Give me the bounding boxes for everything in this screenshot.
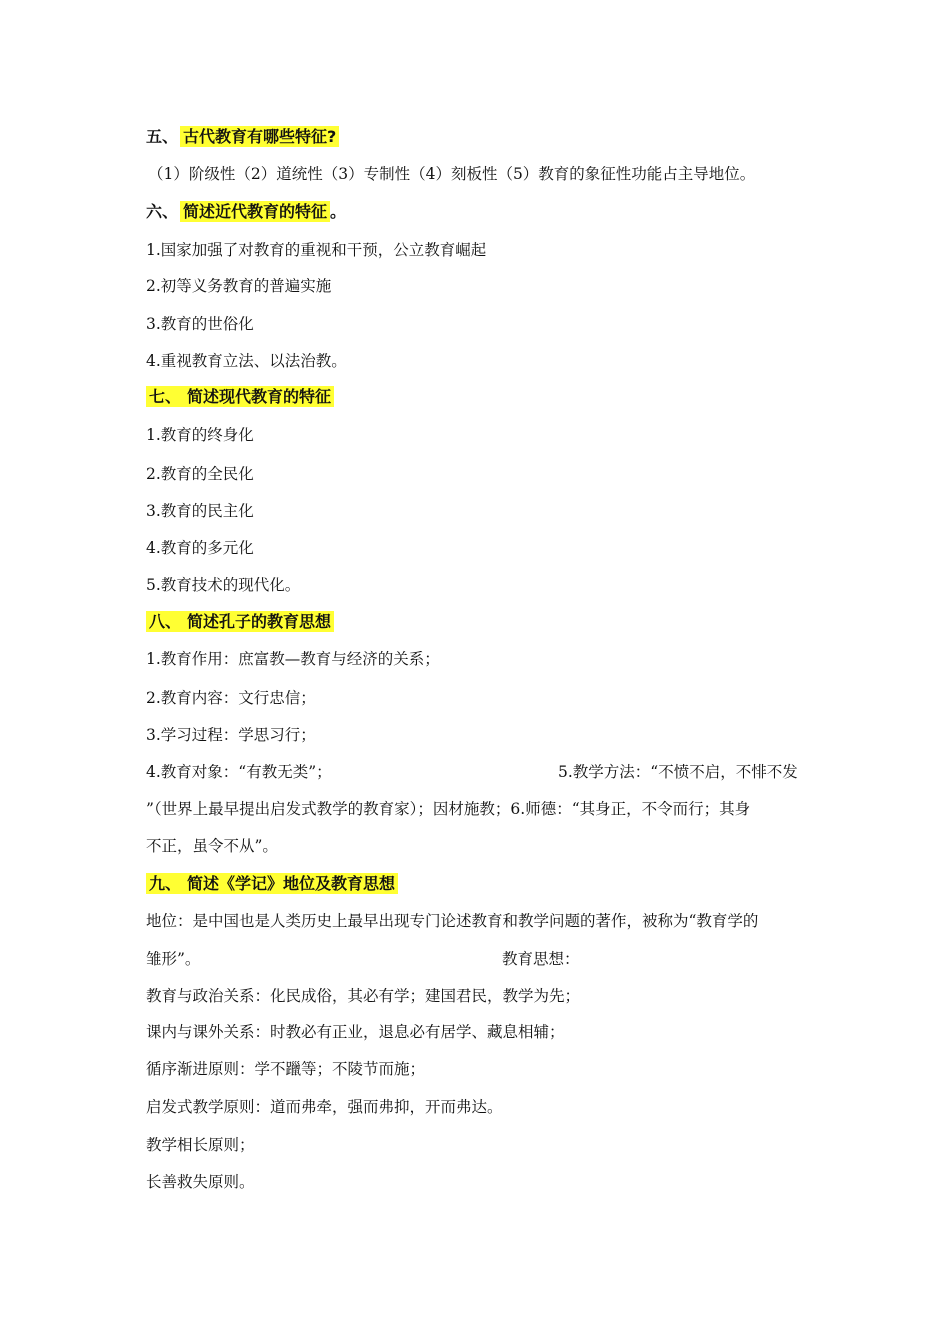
section-7-title: 简述现代教育的特征 — [184, 386, 334, 407]
section-6-title: 简述近代教育的特征 — [180, 201, 330, 222]
section-7-line-4: 4.教育的多元化 — [146, 539, 254, 557]
section-9-line-8: 长善救失原则。 — [146, 1173, 255, 1191]
section-9-line-2-right: 教育思想： — [502, 950, 580, 968]
section-7-number: 七、 — [146, 386, 184, 407]
section-9-number: 九、 — [146, 873, 184, 894]
section-8-line-1: 1.教育作用：庶富教—教育与经济的关系； — [146, 650, 440, 668]
section-9-line-4: 课内与课外关系：时教必有正业，退息必有居学、藏息相辅； — [146, 1023, 565, 1041]
section-9-line-3: 教育与政治关系：化民成俗，其必有学；建国君民，教学为先； — [146, 987, 581, 1005]
section-8-line-2: 2.教育内容：文行忠信； — [146, 689, 316, 707]
section-8-line-5: ”（世界上最早提出启发式教学的教育家）；因材施教；6.师德：“其身正，不令而行；其身 — [146, 800, 751, 818]
section-7-line-1: 1.教育的终身化 — [146, 426, 254, 444]
section-9-line-6: 启发式教学原则：道而弗牵，强而弗抑，开而弗达。 — [146, 1098, 503, 1116]
section-6-line-4: 4.重视教育立法、以法治教。 — [146, 352, 347, 370]
section-7-heading — [146, 386, 334, 408]
section-9-title: 简述《学记》地位及教育思想 — [184, 873, 398, 894]
section-8-number: 八、 — [146, 611, 184, 632]
section-9-line-2-left: 雏形”。 — [146, 950, 201, 968]
section-8-line-4-left: 4.教育对象：“有教无类”； — [146, 763, 332, 781]
section-6-trail: 。 — [330, 202, 347, 221]
section-5-title: 古代教育有哪些特征? — [180, 126, 339, 147]
section-8-line-3: 3.学习过程：学思习行； — [146, 726, 316, 744]
section-8-line-4-right: 5.教学方法：“不愤不启，不悱不发 — [558, 763, 798, 781]
section-8-heading — [146, 611, 334, 633]
section-6-heading — [146, 201, 346, 223]
section-9-line-7: 教学相长原则； — [146, 1136, 255, 1154]
section-6-line-1: 1.国家加强了对教育的重视和干预，公立教育崛起 — [146, 241, 487, 259]
section-8-line-6: 不正，虽令不从”。 — [146, 837, 278, 855]
section-5-number: 五、 — [146, 127, 179, 146]
section-8-title: 简述孔子的教育思想 — [184, 611, 334, 632]
section-6-line-2: 2.初等义务教育的普遍实施 — [146, 277, 332, 295]
section-6-line-3: 3.教育的世俗化 — [146, 315, 254, 333]
section-9-line-5: 循序渐进原则：学不躐等；不陵节而施； — [146, 1060, 426, 1078]
section-7-line-5: 5.教育技术的现代化。 — [146, 576, 301, 594]
section-9-heading — [146, 873, 398, 895]
section-7-line-3: 3.教育的民主化 — [146, 502, 254, 520]
section-5-heading — [146, 126, 339, 148]
section-5-line-1: （1）阶级性（2）道统性（3）专制性（4）刻板性（5）教育的象征性功能占主导地位。 — [148, 165, 756, 183]
section-7-line-2: 2.教育的全民化 — [146, 465, 254, 483]
section-6-number: 六、 — [146, 202, 179, 221]
section-9-line-1: 地位：是中国也是人类历史上最早出现专门论述教育和教学问题的著作，被称为“教育学的 — [146, 912, 759, 930]
